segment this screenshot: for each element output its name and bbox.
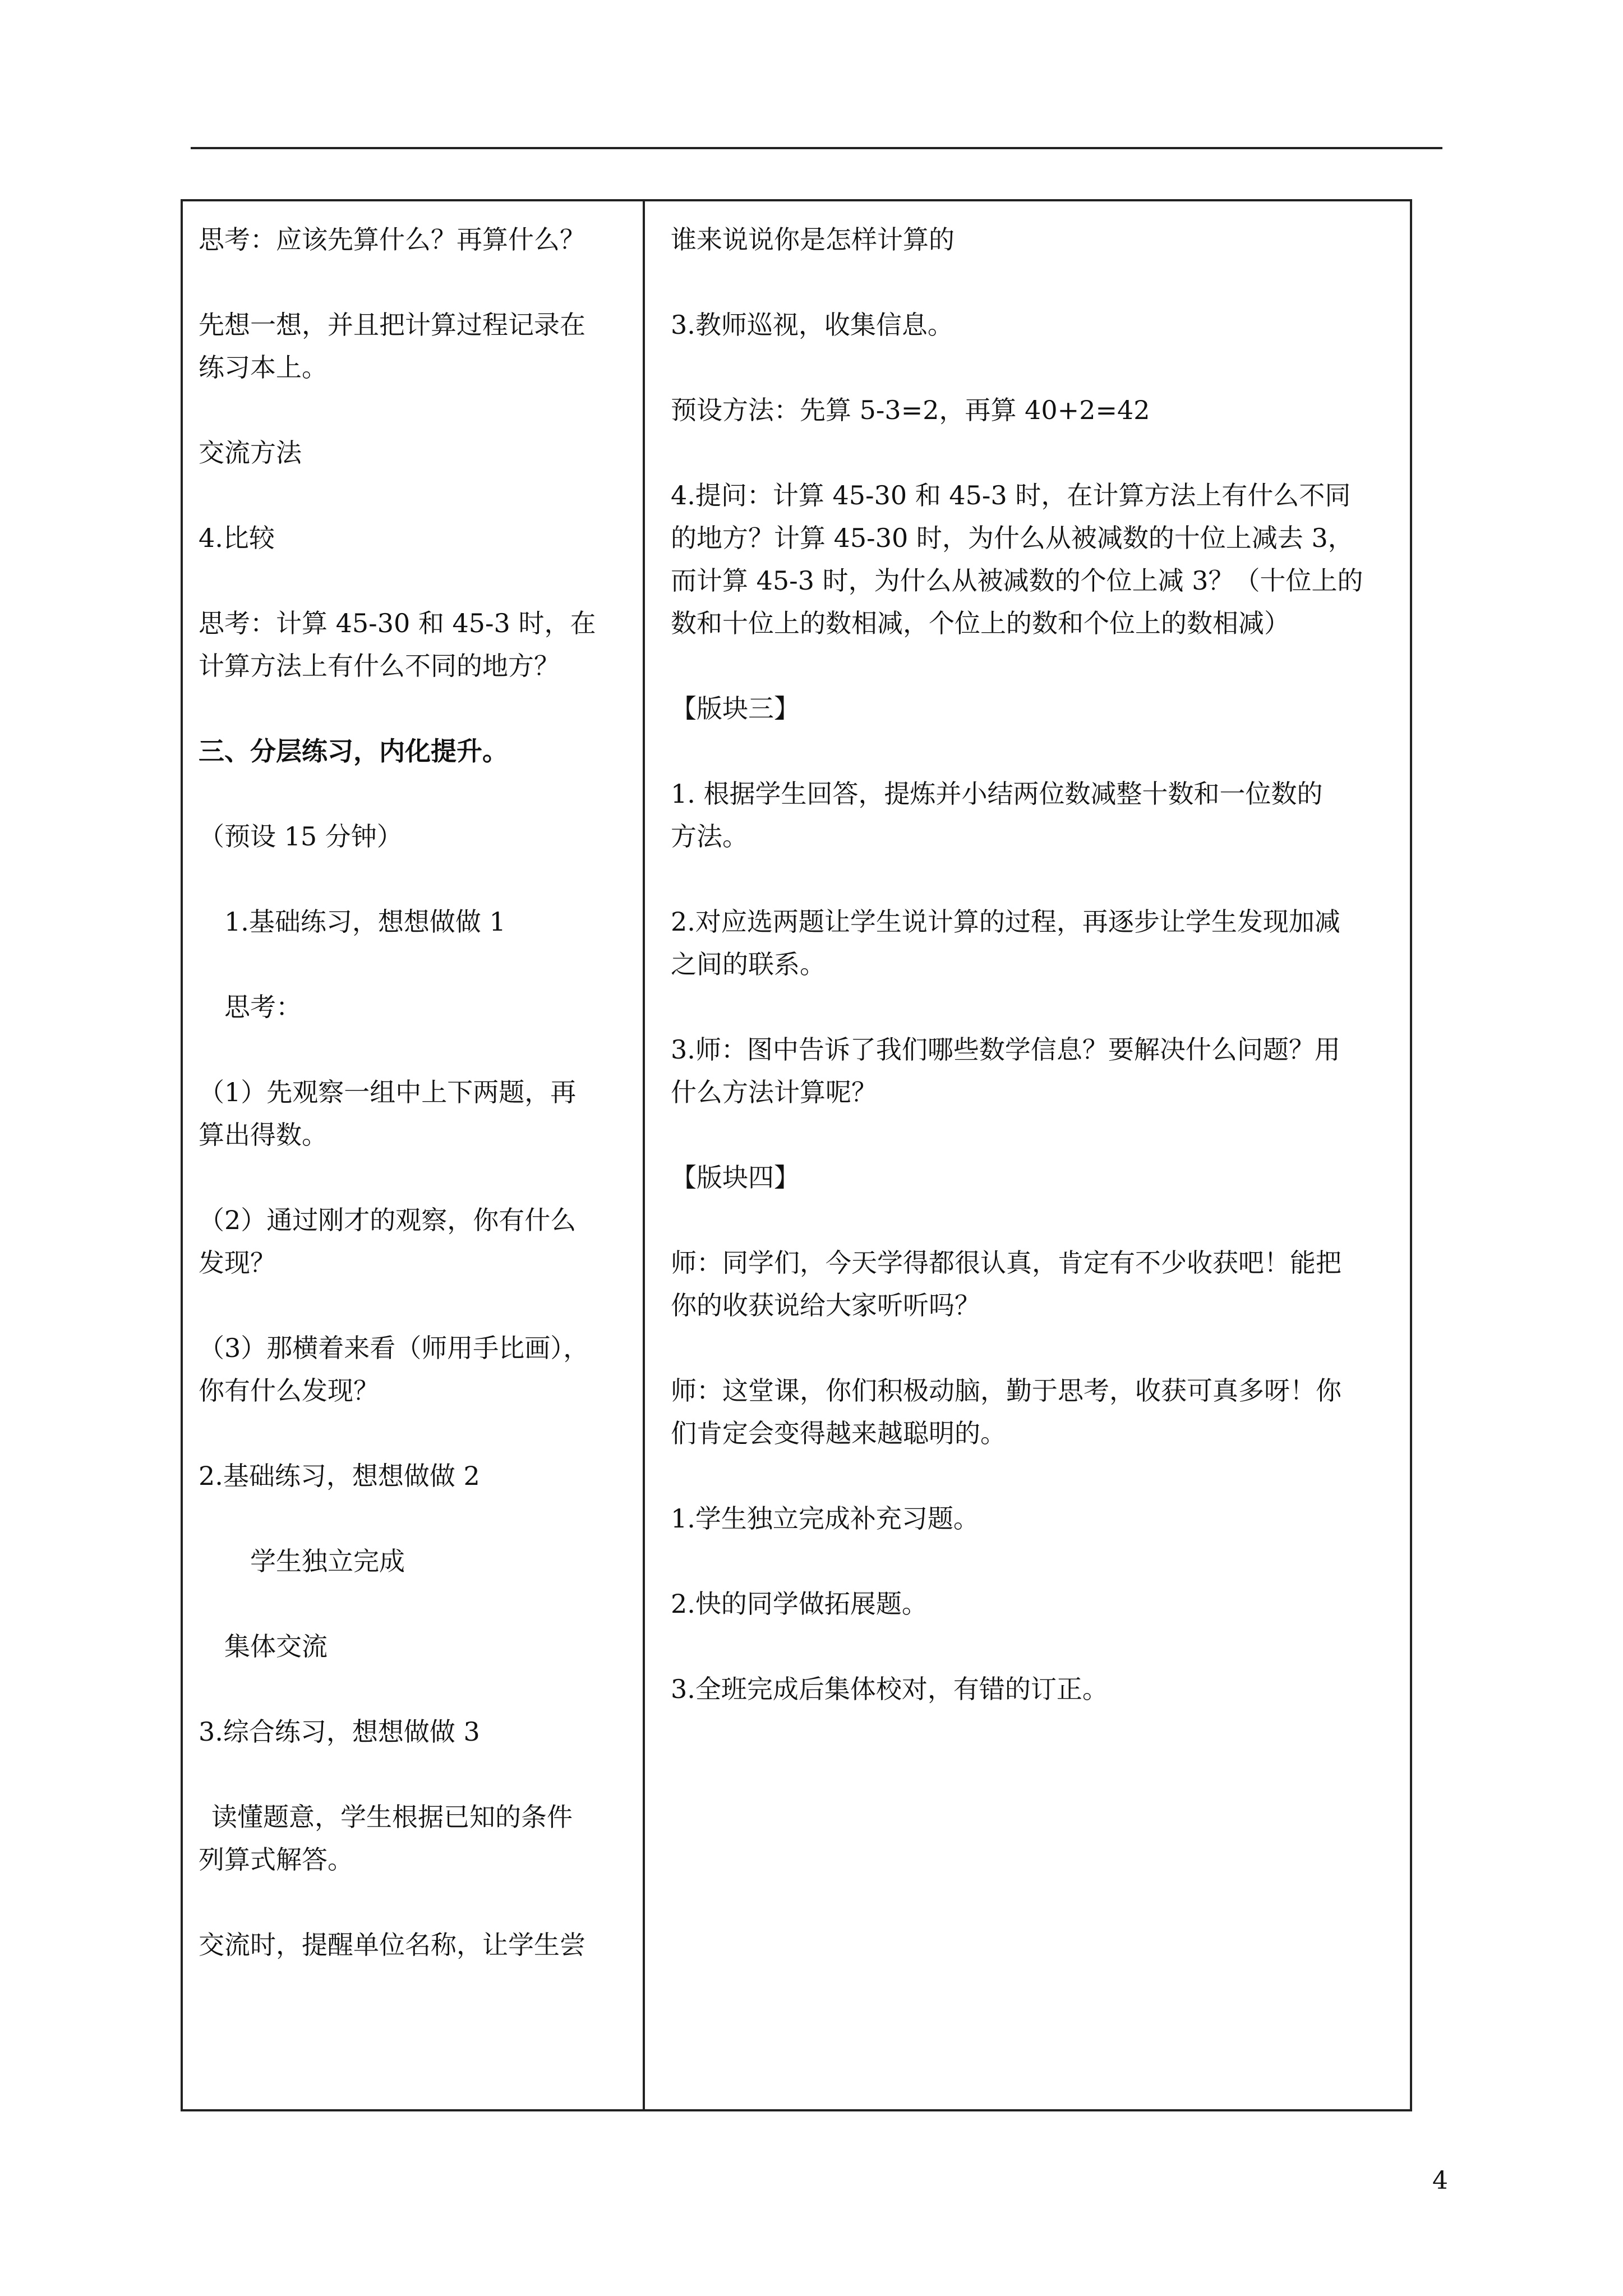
right-column-line: 谁来说说你是怎样计算的 [671, 224, 955, 255]
left-column-line: 发现？ [199, 1248, 276, 1278]
column-divider [643, 201, 645, 2109]
right-column-line: 【版块四】 [671, 1162, 800, 1193]
right-column-line: 2.快的同学做拓展题。 [671, 1589, 928, 1619]
right-column-line: 【版块三】 [671, 693, 800, 724]
right-column-line: 师：同学们，今天学得都很认真，肯定有不少收获吧！能把 [671, 1248, 1341, 1278]
right-column-line: 3.全班完成后集体校对，有错的订正。 [671, 1674, 1108, 1704]
left-column-line: 先想一想，并且把计算过程记录在 [199, 310, 585, 340]
left-column-line: 三、分层练习，内化提升。 [199, 736, 508, 766]
left-column-line: （1）先观察一组中上下两题，再 [199, 1077, 577, 1107]
right-column-line: 4.提问：计算 45-30 和 45-3 时，在计算方法上有什么不同 [671, 480, 1351, 510]
right-column-line: 你的收获说给大家听听吗？ [671, 1290, 980, 1320]
right-column-line: 什么方法计算呢？ [671, 1077, 877, 1107]
right-column-line: 而计算 45-3 时，为什么从被减数的个位上减 3？（十位上的 [671, 565, 1363, 596]
right-column-line: 2.对应选两题让学生说计算的过程，再逐步让学生发现加减 [671, 907, 1340, 937]
left-column-line: 计算方法上有什么不同的地方？ [199, 651, 560, 681]
left-column-line: （2）通过刚才的观察，你有什么 [199, 1205, 577, 1235]
left-column-line: 3.综合练习，想想做做 3 [199, 1717, 480, 1747]
right-column-line: 方法。 [671, 821, 748, 852]
left-column-line: （预设 15 分钟） [199, 821, 403, 852]
left-column-line: （3）那横着来看（师用手比画）， [199, 1333, 589, 1363]
right-column-line: 3.教师巡视，收集信息。 [671, 310, 953, 340]
left-column-line: 思考：应该先算什么？再算什么？ [199, 224, 585, 255]
left-column-line: 2.基础练习，想想做做 2 [199, 1461, 480, 1491]
right-column-line: 之间的联系。 [671, 949, 826, 979]
right-column-line: 数和十位上的数相减，个位上的数和个位上的数相减） [671, 608, 1290, 638]
lesson-table [181, 199, 1412, 2111]
teacher-activity-column [646, 201, 1412, 2109]
page-number: 4 [1432, 2166, 1448, 2195]
right-column-line: 预设方法：先算 5-3=2，再算 40+2=42 [671, 395, 1150, 425]
left-column-line: 交流时，提醒单位名称，让学生尝 [199, 1930, 585, 1960]
left-column-line: 练习本上。 [199, 352, 328, 383]
header-rule [191, 147, 1442, 149]
left-column-line: 算出得数。 [199, 1120, 328, 1150]
left-column-line: 4.比较 [199, 523, 275, 553]
left-column-line: 交流方法 [199, 438, 302, 468]
left-column-line: 列算式解答。 [199, 1844, 353, 1875]
left-column-line: 读懂题意，学生根据已知的条件 [211, 1802, 573, 1832]
left-column-line: 思考： [224, 992, 302, 1022]
student-activity-column [183, 201, 644, 2109]
right-column-line: 师：这堂课，你们积极动脑，勤于思考，收获可真多呀！你 [671, 1375, 1341, 1406]
left-column-line: 思考：计算 45-30 和 45-3 时，在 [199, 608, 596, 638]
left-column-line: 学生独立完成 [250, 1546, 405, 1576]
right-column-line: 3.师：图中告诉了我们哪些数学信息？要解决什么问题？用 [671, 1034, 1340, 1065]
left-column-line: 集体交流 [224, 1631, 328, 1662]
left-column-line: 你有什么发现？ [199, 1375, 379, 1406]
right-column-line: 的地方？计算 45-30 时，为什么从被减数的十位上减去 3， [671, 523, 1354, 553]
left-column-line: 1.基础练习，想想做做 1 [224, 907, 506, 937]
right-column-line: 1.学生独立完成补充习题。 [671, 1503, 979, 1534]
right-column-line: 们肯定会变得越来越聪明的。 [671, 1418, 1006, 1448]
right-column-line: 1. 根据学生回答，提炼并小结两位数减整十数和一位数的 [671, 779, 1323, 809]
